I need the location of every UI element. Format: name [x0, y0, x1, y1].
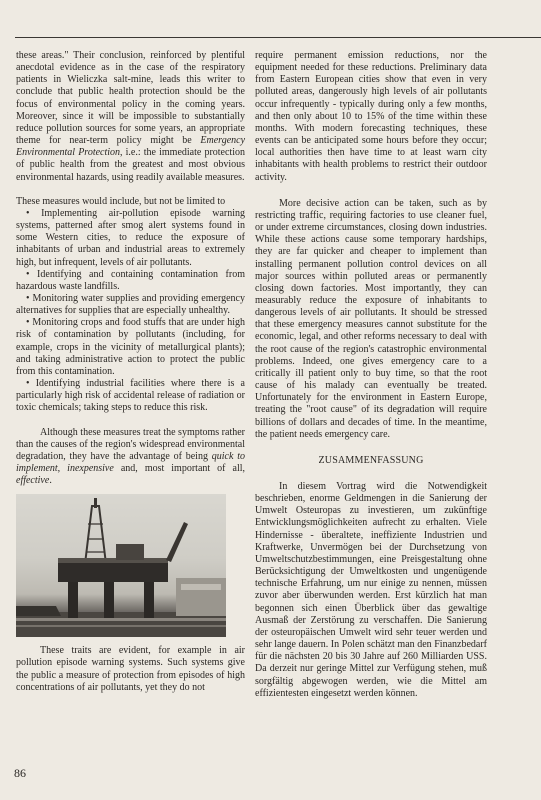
photo-caption: [16, 645, 245, 694]
body-paragraph: These traits are evident, for example in air pollution episode warning systems. Such systems give the public a measure of protection from episodes of high concentrations of air pollutants, yet they do not: [16, 645, 245, 693]
list-item: • Identifying industrial facilities where there is a particularly high risk of accidental release of radiation or toxic chemicals; taking steps to reduce this risk.: [16, 378, 245, 414]
body-paragraph: these areas." Their conclusion, reinforced by plentiful anecdotal evidence as in the case of the respiratory patients in Wieliczka salt-mine, leads this writer to conclude that public health protection should be the focus of environmental policy in the coming years. Moreover, since it will be impossible to substantially reduce pollution sources for some years, an appropriate theme for near-term policy might be Emergency Environmental Protection, i.e.: the immediate protection of public health from the greatest and most obvious environmental hazards, using readily available measures.: [16, 50, 246, 183]
oil-rig-illustration: [16, 494, 226, 637]
body-paragraph: More decisive action can be taken, such as by restricting traffic, requiring factories to use cleaner fuel, or under extreme circumstances, closing down industries. While these actions cause some temporary hardships, they are far quicker and cheaper to implement than installing permanent pollution control devices on all major sources within polluted areas or permanently closing down factories. Most importantly, they can measurably reduce the exposure of inhabitants to dangerous levels of air pollutants. It should be stressed that these emergency measures cannot substitute for the economic, legal, and other reforms necessary to deal with the root cause of the region's catastrophic environmental problems. Indeed, one gives emergency care to a critically ill patient only to buy time, so that the root cause of his malady can eventually be treated. Unfortunately for the environment in Eastern Europe, treating the "root cause" of its degradation will require billions of dollars and decades of time. In the meantime, the patient needs emergency care.: [255, 197, 487, 440]
emphasis-text: effective: [16, 475, 50, 487]
body-paragraph: Although these measures treat the symptoms rather than the causes of the region's widespread environmental degradation, they have the advantage of being quick to implement, inexpensive and, most important of all, effective.: [16, 426, 246, 487]
section-heading: ZUSAMMENFASSUNG: [318, 454, 424, 466]
page-number: 86: [14, 766, 26, 780]
emphasis-text: Emergency Environmental Protection: [16, 135, 246, 159]
list-item: • Monitoring crops and food stuffs that are under high risk of contamination by pollutants (including, for example, crops in the vicinity of metallurgical plants); and taking administrative action to protect the public from this contamination.: [16, 317, 245, 377]
emphasis-text: quick to implement, inexpensive: [16, 450, 246, 474]
list-item: • Monitoring water supplies and providing emergency alternatives for supplies that are especially unhealthy.: [16, 292, 245, 317]
body-paragraph: These measures would include, but not be limited to: [16, 195, 226, 207]
list-item: • Implementing air-pollution episode warning systems, patterned after smog alert systems found in some Western cities, to reduce the exposure of inhabitants of urban and industrial areas to extremely high, but infrequent, levels of air pollutants.: [16, 207, 245, 268]
right-column: [255, 50, 487, 700]
header-rule: [15, 37, 541, 38]
list-item: • Identifying and containing contamination from hazardous waste landfills.: [16, 268, 245, 292]
body-paragraph: require permanent emission reductions, nor the equipment needed for these reductions. Preliminary data from Eastern European cities show that even in very polluted areas, dangerously high levels of air pollutants occur infrequently - typically during only a few months, and then only about 10 to 15% of the time within these months. With modern forecasting techniques, these events can be anticipated some hours before they occur; local authorities then have time to at least warn city inhabitants with health problems to restrict their outdoor activity.: [255, 50, 487, 183]
body-paragraph: In diesem Vortrag wird die Notwendigkeit beschrieben, enorme Geldmengen in die Sanierung der Umwelt Osteuropas zu investieren, um zukünftige Entwicklungsmöglichkeiten aufrecht zu erhalten. Viele Hindernisse - überaltete, ineffiziente Industrien und Kraftwerke, Unvermögen bei der Durchsetzung von Umweltschutzbestimmungen, eine Preisgestaltung ohne Berücksichtigung der Umweltkosten und ungenügende technische Erfahrung, um nur einige zu nennen, müssen zuvor aber überwunden werden. Erst kürzlich hat man begonnen sich einen Überblick über das gewaltige Ausmaß der Zerstörung zu verschaffen. Die Sanierung der osteuropäischen Umwelt wird sehr teuer werden und sehr lange dauern. In Polen schätzt man den Finanzbedarf für die nächsten 20 bis 30 Jahre auf 260 Milliarden USS. Da derzeit nur geringe Mittel zur Verfügung stehen, muß sorgfältig abgewogen werden, wie die Mittel am effizientesten eingesetzt werden können.: [255, 481, 487, 699]
left-column: [16, 50, 245, 694]
oil-rig-photo: [16, 494, 226, 637]
